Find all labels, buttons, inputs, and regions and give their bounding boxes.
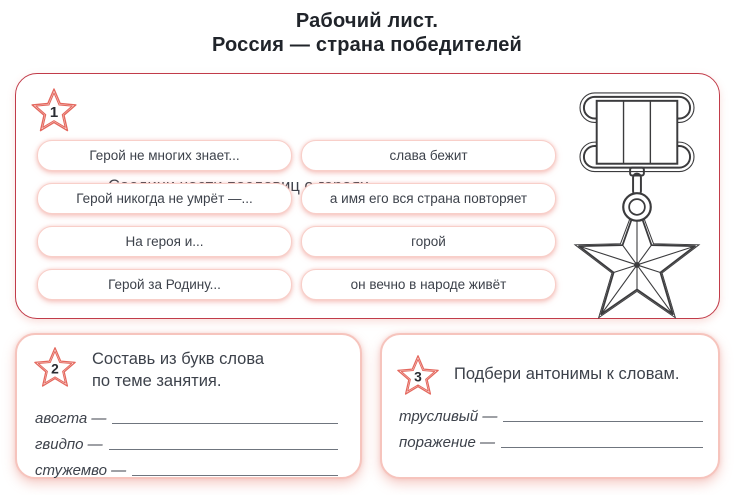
proverb-right-item: он вечно в народе живёт <box>301 269 556 300</box>
page-title <box>0 9 734 57</box>
antonym-word: трусливый — <box>399 408 498 425</box>
task2-heading-line1: Составь из букв слова <box>92 350 265 368</box>
answer-blank-line <box>503 421 703 422</box>
proverb-matching-area <box>37 140 556 300</box>
answer-row <box>399 399 703 425</box>
page-title-line1: Рабочий лист. <box>295 10 439 32</box>
task1-number-badge <box>29 86 79 136</box>
answer-blank-line <box>132 475 338 476</box>
proverb-right-item: а имя его вся страна повторяет <box>301 183 556 214</box>
hero-gold-star-medal-icon <box>567 91 707 319</box>
task1-panel <box>15 73 720 319</box>
task3-number: 3 <box>414 369 422 385</box>
star-badge-icon <box>395 353 441 399</box>
task2-heading <box>92 348 264 392</box>
answer-blank-line <box>501 447 703 448</box>
scrambled-word: гвидпо — <box>35 436 103 453</box>
task3-answers <box>399 399 703 451</box>
task2-answers <box>35 401 338 479</box>
task2-heading-line2: по теме занятия. <box>92 372 222 390</box>
scrambled-word: авогта — <box>35 410 107 427</box>
page-title-line2: Россия — страна победителей <box>211 34 523 56</box>
antonym-word: поражение — <box>399 434 496 451</box>
task2-panel <box>15 333 362 479</box>
answer-row <box>399 425 703 451</box>
proverb-left-item: На героя и... <box>37 226 292 257</box>
proverb-left-item: Герой не многих знает... <box>37 140 292 171</box>
answer-blank-line <box>109 449 338 450</box>
proverb-right-item: слава бежит <box>301 140 556 171</box>
task3-heading: Подбери антонимы к словам. <box>454 365 680 383</box>
star-badge-icon <box>32 345 78 391</box>
answer-row <box>35 427 338 453</box>
task1-number: 1 <box>49 104 59 121</box>
task2-number-badge <box>32 345 78 391</box>
answer-blank-line <box>112 423 338 424</box>
task3-panel <box>380 333 720 479</box>
star-badge-icon <box>29 86 79 136</box>
scrambled-word: стужемво — <box>35 462 127 479</box>
answer-row <box>35 401 338 427</box>
proverb-left-item: Герой никогда не умрёт —... <box>37 183 292 214</box>
task2-number: 2 <box>51 361 59 377</box>
proverb-left-item: Герой за Родину... <box>37 269 292 300</box>
answer-row <box>35 453 338 479</box>
task3-number-badge <box>395 353 441 399</box>
proverb-right-item: горой <box>301 226 556 257</box>
